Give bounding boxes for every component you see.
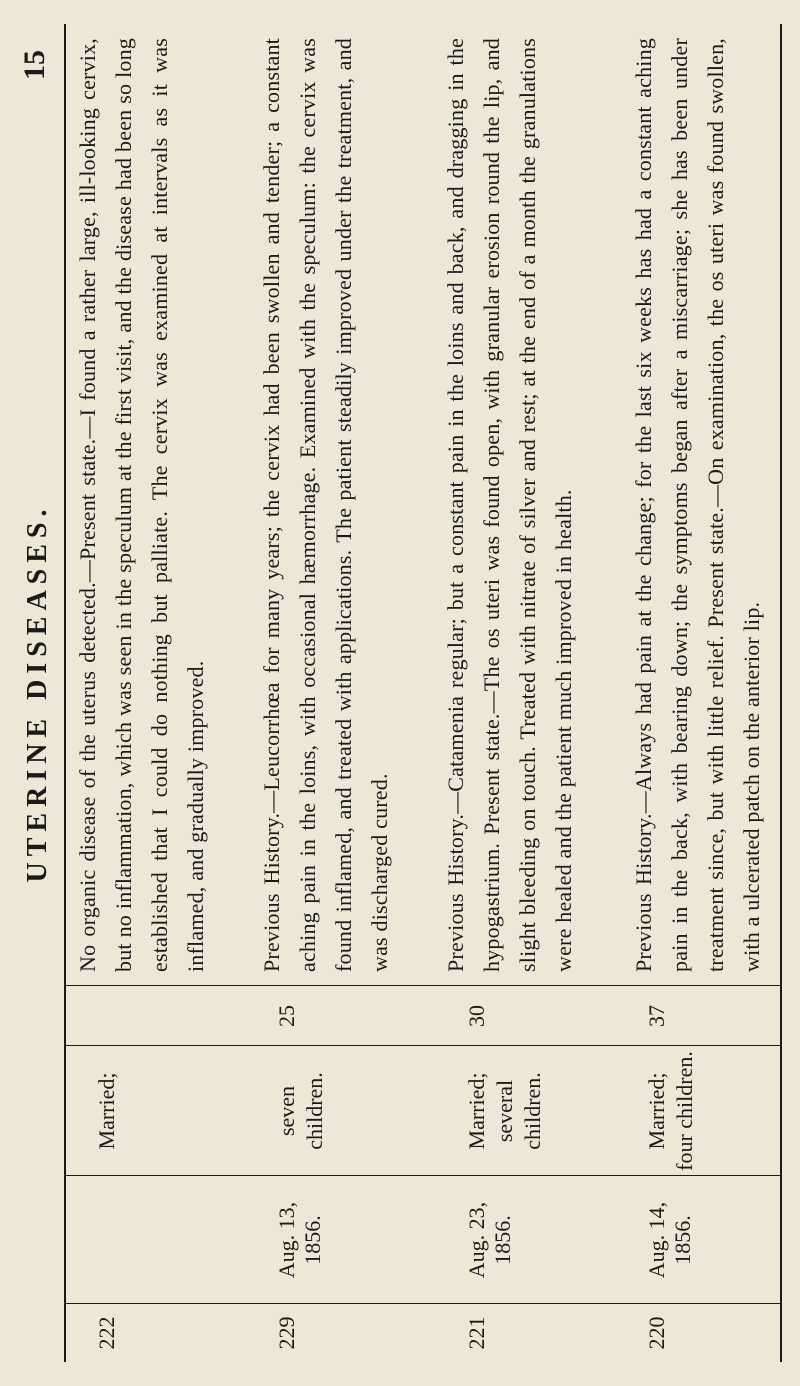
age-cell: 25 (274, 1005, 299, 1027)
case-history-text: No organic disease of the uterus detected.—Present state.—I found a rather large, ill-looking cervix, but no inflammation, which was seen in the speculum at the first visit, and the disease had been so long established that I could do nothing but palliate. The cervix was examined at intervals as it was inflamed, and gradually improved. (75, 38, 208, 972)
status-line: children. (302, 1072, 327, 1150)
running-head (18, 40, 58, 1346)
case-history (254, 38, 430, 972)
case-history-text: Previous History.—Leucorrhœa for many years; the cervix had been swollen and tender; a constant aching pain in the loins, with occasional hæmorrhage. Examined with the speculum: the cervix was found inflamed, and treated with applications. The patient steadily improved under the treatment, and was discharged cured. (259, 38, 392, 972)
status-line: Married; (464, 1072, 489, 1150)
status-line: Married; (94, 1072, 119, 1150)
case-history (438, 38, 618, 972)
case-history (70, 38, 246, 972)
history-column (64, 24, 782, 986)
case-history-text: Previous History.—Always had pain at the change; for the last six weeks has had a constant aching pain in the back, with bearing down; the symptoms began after a miscarriage; she has been under treatment since, but with little relief. Present state.—On examination, the os uteri was found swollen, with a ulcerated patch on the anterior lip. (631, 38, 764, 972)
status-line: four children. (672, 1051, 697, 1171)
age-cell: 37 (644, 1005, 669, 1027)
case-history-text: Previous History.—Catamenia regular; but a constant pain in the loins and back, and dragging in the hypogastrium. Present state.—The os uteri was found open, with granular erosion round the lip, and slight bleeding on touch. Treated with nitrate of silver and rest; at the end of a month the granulations were healed and the patient much improved in health. (443, 38, 576, 972)
case-number: 222 (94, 1316, 119, 1350)
running-title: UTERINE DISEASES. (22, 503, 53, 883)
status-column (64, 1045, 782, 1176)
case-table (64, 24, 782, 1362)
status-line: seven (274, 1085, 299, 1137)
case-number: 221 (464, 1316, 489, 1350)
age-column (64, 985, 782, 1046)
case-number-column (64, 1303, 782, 1362)
date-cell: Aug. 13, 1856. (274, 1201, 325, 1279)
case-history (626, 38, 776, 972)
status-line: several (492, 1079, 517, 1143)
page-number: 15 (18, 50, 51, 80)
age-cell: 30 (464, 1005, 489, 1027)
date-cell: Aug. 14, 1856. (644, 1201, 695, 1279)
case-number: 229 (274, 1316, 299, 1350)
status-line: children. (520, 1072, 545, 1150)
date-column (64, 1175, 782, 1304)
status-line: Married; (644, 1072, 669, 1150)
date-cell: Aug. 23, 1856. (464, 1201, 515, 1279)
case-number: 220 (644, 1316, 669, 1350)
